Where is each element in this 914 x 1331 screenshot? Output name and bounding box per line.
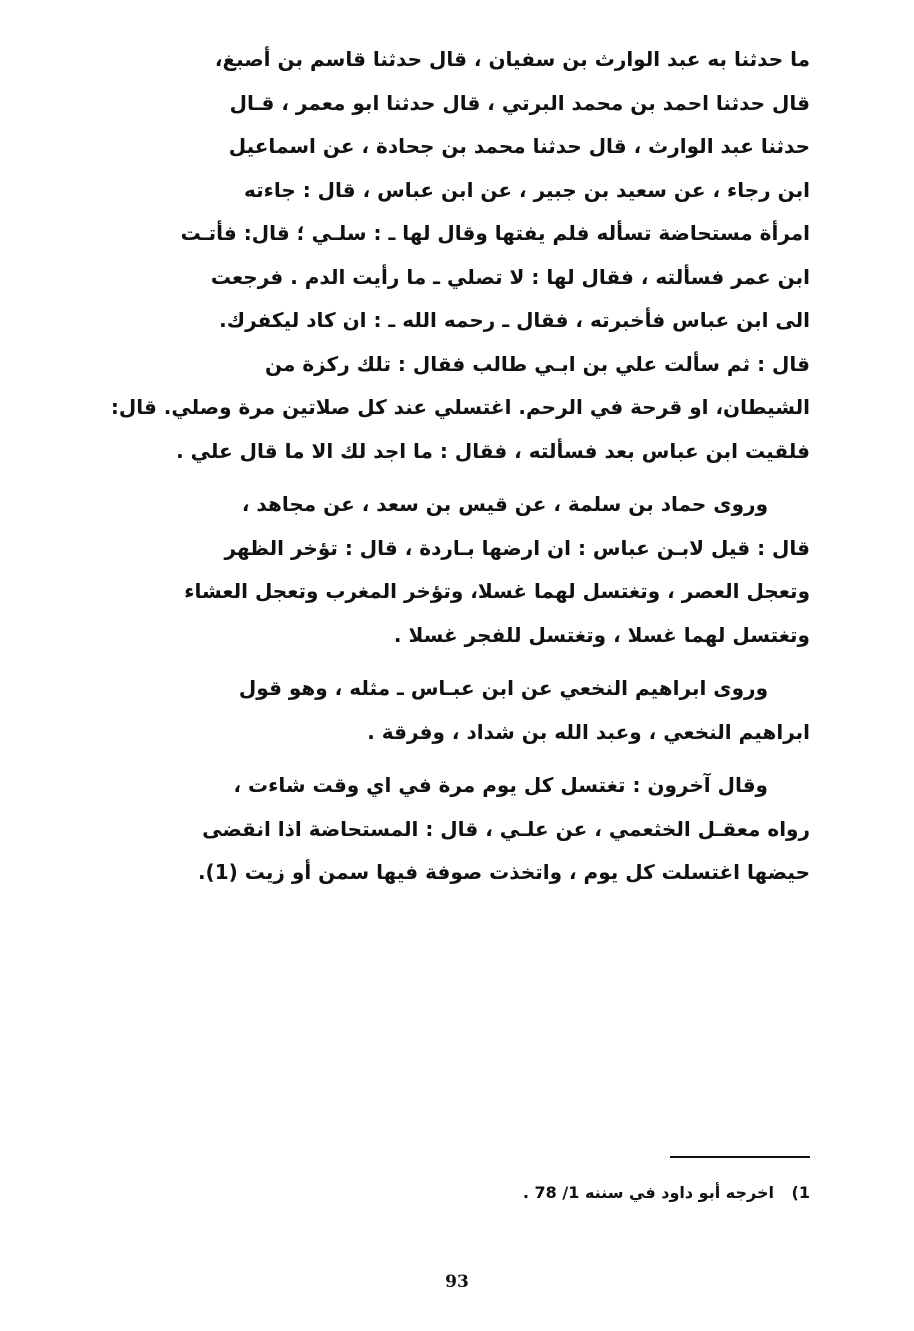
text-line: ابراهيم النخعي ، وعبد الله بن شداد ، وفرقة . [367,719,810,744]
paragraph-3 [104,667,810,754]
main-text [104,38,810,895]
text-line: وروى ابراهيم النخعي عن ابن عبـاس ـ مثله ، وهو قول [238,676,768,700]
paragraph-gap [104,473,810,483]
text-line: قال حدثنا احمد بن محمد البرتي ، قال حدثنا ابو معمر ، قـال [229,90,810,115]
text-line: ما حدثنا به عبد الوارث بن سفيان ، قال حدثنا قاسم بن أصبغ، [214,47,810,71]
text-line: الشيطان، او قرحة في الرحم. اغتسلي عند كل صلاتين مرة وصلي. قال: [110,395,810,419]
footnote-text: اخرجه أبو داود في سننه 1/ 78 . [522,1183,774,1202]
text-line: الى ابن عباس فأخبرته ، فقال ـ رحمه الله ـ : ان كاد ليكفرك. [219,308,810,332]
paragraph-1 [104,38,810,473]
text-line: ابن عمر فسألته ، فقال لها : لا تصلي ـ ما رأيت الدم . فرجعت [210,264,810,289]
page-number: 93 [445,1272,469,1292]
text-line: فلقيت ابن عباس بعد فسألته ، فقال : ما اجد لك الا ما قال علي . [176,438,810,463]
text-line: وتعجل العصر ، وتغتسل لهما غسلا، وتؤخر المغرب وتعجل العشاء [184,579,810,603]
text-line: وقال آخرون : تغتسل كل يوم مرة في اي وقت شاءت ، [233,773,768,797]
footnote [104,1178,810,1208]
text-line: حدثنا عبد الوارث ، قال حدثنا محمد بن جحادة ، عن اسماعيل [228,134,810,158]
text-line: قال : قيل لابـن عباس : ان ارضها بـاردة ، قال : تؤخر الظهر [224,535,810,560]
footnote-number: 1) [791,1183,810,1202]
paragraph-gap [104,754,810,764]
text-line: حيضها اغتسلت كل يوم ، واتخذت صوفة فيها سمن أو زيت (1). [197,860,810,884]
text-line: وتغتسل لهما غسلا ، وتغتسل للفجر غسلا . [393,622,810,647]
paragraph-4 [104,764,810,895]
paragraph-gap [104,657,810,667]
text-line: قال : ثم سألت علي بن ابـي طالب فقال : تلك ركزة من [264,351,810,376]
paragraph-2 [104,483,810,657]
text-line: امرأة مستحاضة تسأله فلم يفتها وقال لها ـ : سلـي ؛ قال: فأتـت [180,221,810,245]
footnote-divider [670,1156,810,1158]
text-line: ابن رجاء ، عن سعيد بن جبير ، عن ابن عباس ، قال : جاءته [243,177,810,202]
text-line: وروى حماد بن سلمة ، عن قيس بن سعد ، عن مجاهد ، [241,492,768,516]
text-line: رواه معقـل الخثعمي ، عن علـي ، قال : المستحاضة اذا انقضى [202,816,810,841]
